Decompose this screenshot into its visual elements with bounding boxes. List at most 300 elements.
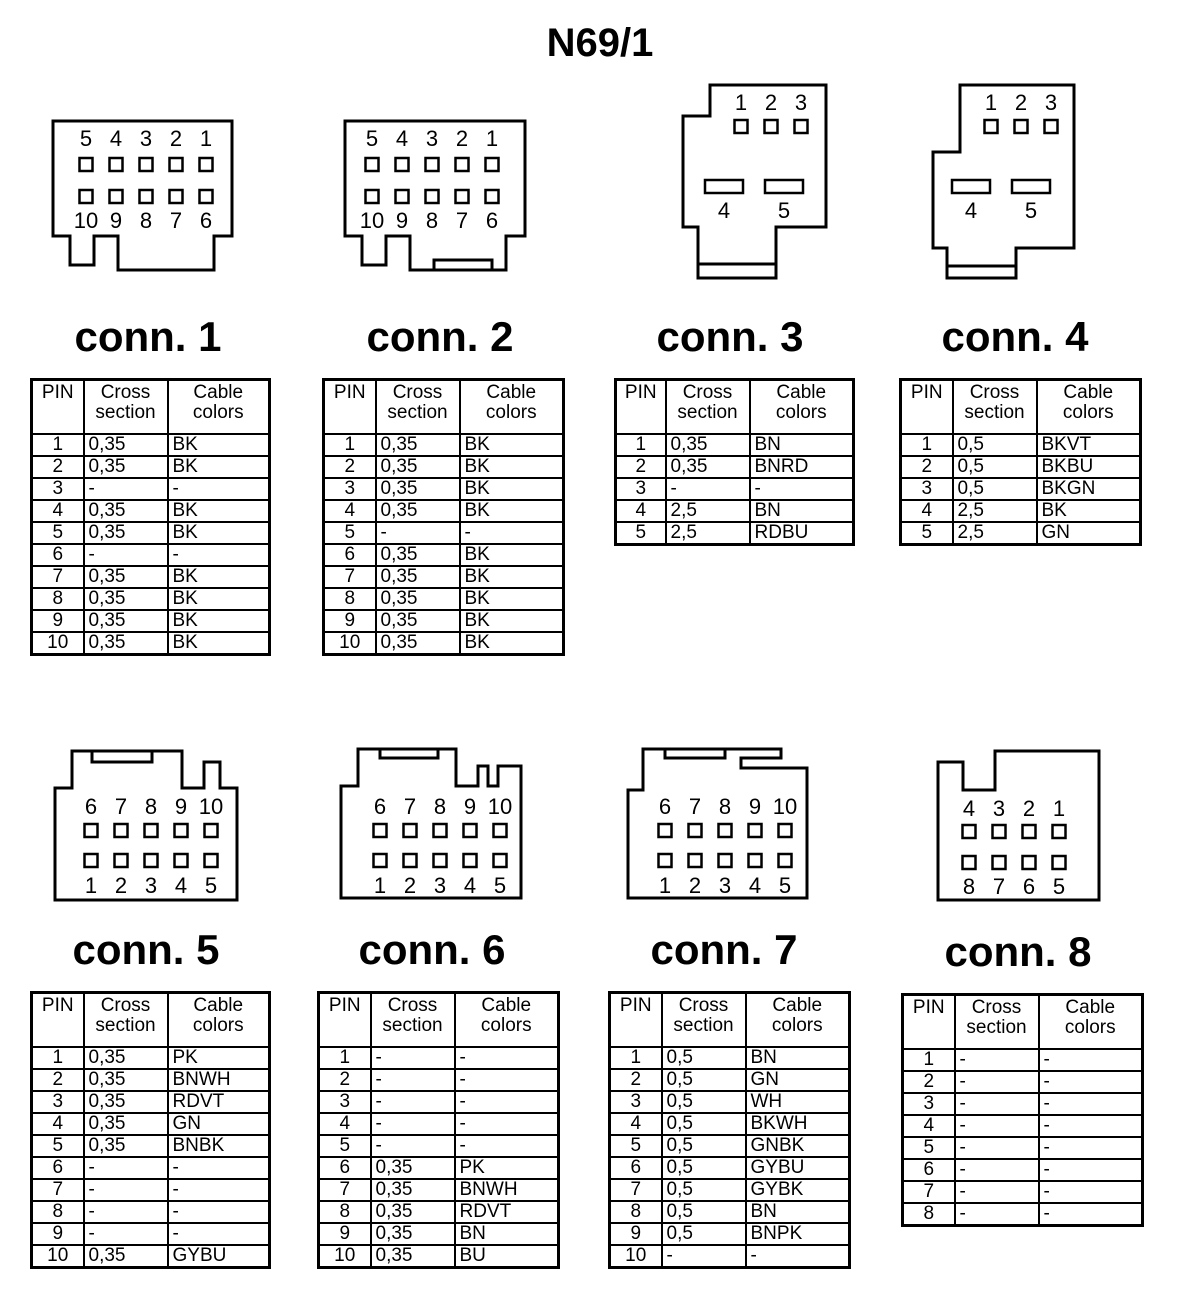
pin-number-cell: 1 xyxy=(32,434,84,456)
cable-color-cell: BK xyxy=(460,456,564,478)
pin-socket xyxy=(374,854,387,867)
pin-number-label: 1 xyxy=(1052,796,1066,821)
connector-7-label: conn. 7 xyxy=(650,926,798,973)
cable-colors-header-line-2: colors xyxy=(771,1015,823,1036)
pin-number-label: 8 xyxy=(962,874,976,899)
cross-section-header xyxy=(662,993,746,1048)
table-row xyxy=(32,1047,270,1069)
pin-number-cell: 7 xyxy=(324,566,376,588)
pin-socket xyxy=(85,854,98,867)
table-row xyxy=(903,1093,1143,1115)
cable-color-cell: BK xyxy=(460,434,564,456)
pin-number-cell: 4 xyxy=(610,1113,662,1135)
table-row xyxy=(319,1091,559,1113)
cross-section-cell: - xyxy=(371,1091,455,1113)
cable-color-cell: - xyxy=(168,1223,270,1245)
cross-section-cell: - xyxy=(376,522,460,544)
cross-section-cell: 0,35 xyxy=(376,588,460,610)
pin-number-cell: 5 xyxy=(616,522,666,545)
cross-section-cell: 0,35 xyxy=(371,1223,455,1245)
pin-number-cell: 4 xyxy=(319,1113,371,1135)
pin-number-label: 8 xyxy=(718,794,732,819)
cable-color-cell: BK xyxy=(168,566,270,588)
pin-socket xyxy=(175,824,188,837)
cable-colors-header-line-1: Cable xyxy=(193,382,244,403)
cross-section-cell: 2,5 xyxy=(953,522,1037,545)
pin-number-cell: 2 xyxy=(324,456,376,478)
pin-socket xyxy=(749,824,762,837)
cross-section-header-line-2: section xyxy=(964,402,1025,423)
table-row xyxy=(32,500,270,522)
cable-color-cell: GYBU xyxy=(168,1245,270,1268)
connector-1-drawing xyxy=(50,118,235,276)
cross-section-cell: 0,35 xyxy=(84,1069,168,1091)
pin-header: PIN xyxy=(903,995,955,1050)
pin-socket xyxy=(494,854,507,867)
cross-section-header-line-1: Cross xyxy=(100,995,151,1016)
pin-number-label: 4 xyxy=(964,198,978,223)
cross-section-cell: - xyxy=(955,1137,1039,1159)
pin-number-cell: 5 xyxy=(32,1135,84,1157)
cross-section-cell: 0,35 xyxy=(376,632,460,655)
cross-section-cell: - xyxy=(371,1069,455,1091)
pin-number-label: 6 xyxy=(84,794,98,819)
pin-socket xyxy=(1015,120,1028,133)
cross-section-header-line-2: section xyxy=(673,1015,734,1036)
cross-section-cell: 0,5 xyxy=(953,456,1037,478)
table-row xyxy=(32,588,270,610)
cross-section-cell: 0,35 xyxy=(371,1201,455,1223)
cable-color-cell: GN xyxy=(746,1069,850,1091)
pin-number-cell: 3 xyxy=(324,478,376,500)
pin-socket xyxy=(115,854,128,867)
table-row xyxy=(32,566,270,588)
cross-section-cell: - xyxy=(84,1157,168,1179)
connector-2-label: conn. 2 xyxy=(366,313,514,360)
pin-number-cell: 3 xyxy=(903,1093,955,1115)
pin-number-cell: 5 xyxy=(610,1135,662,1157)
cross-section-cell: 0,5 xyxy=(662,1113,746,1135)
pin-socket xyxy=(1053,825,1066,838)
cable-color-cell: GN xyxy=(168,1113,270,1135)
pin-header: PIN xyxy=(319,993,371,1048)
pin-number-cell: 1 xyxy=(32,1047,84,1069)
cable-color-cell: BK xyxy=(168,588,270,610)
pin-number-cell: 5 xyxy=(901,522,953,545)
cable-color-cell: - xyxy=(1039,1203,1143,1226)
cable-color-cell: BN xyxy=(746,1201,850,1223)
cable-color-cell: - xyxy=(455,1113,559,1135)
pin-number-label: 2 xyxy=(764,90,778,115)
table-header-row xyxy=(319,993,559,1048)
cross-section-header-line-1: Cross xyxy=(971,997,1022,1018)
pin-number-label: 3 xyxy=(433,873,447,898)
table-row xyxy=(901,478,1141,500)
pin-socket xyxy=(366,190,379,203)
pin-number-label: 7 xyxy=(688,794,702,819)
pin-number-label: 9 xyxy=(463,794,477,819)
pin-number-label: 8 xyxy=(139,208,153,233)
cross-section-header xyxy=(84,993,168,1048)
connector-2-pin-table xyxy=(322,378,565,656)
pin-number-label: 10 xyxy=(772,794,798,819)
cable-color-cell: - xyxy=(168,1201,270,1223)
pin-socket xyxy=(1045,120,1058,133)
cable-colors-header-line-1: Cable xyxy=(776,382,827,403)
pin-number-cell: 1 xyxy=(319,1047,371,1069)
cross-section-cell: 0,35 xyxy=(84,1113,168,1135)
pin-socket xyxy=(719,824,732,837)
cable-colors-header-line-2: colors xyxy=(1062,402,1114,423)
power-pin-socket xyxy=(952,180,990,193)
cable-color-cell: - xyxy=(460,522,564,544)
pin-number-cell: 2 xyxy=(319,1069,371,1091)
cross-section-cell: 0,35 xyxy=(376,456,460,478)
pin-socket xyxy=(659,854,672,867)
cable-color-cell: GYBU xyxy=(746,1157,850,1179)
pin-socket xyxy=(170,158,183,171)
cable-colors-header xyxy=(460,380,564,435)
pin-number-cell: 2 xyxy=(903,1071,955,1093)
cross-section-cell: 0,35 xyxy=(666,456,750,478)
cable-color-cell: BK xyxy=(460,500,564,522)
pin-number-label: 7 xyxy=(403,794,417,819)
pin-socket xyxy=(1023,825,1036,838)
table-row xyxy=(903,1159,1143,1181)
pin-socket xyxy=(140,190,153,203)
pin-socket xyxy=(175,854,188,867)
connector-3-label: conn. 3 xyxy=(656,313,804,360)
connector-5-label: conn. 5 xyxy=(72,926,220,973)
cross-section-header xyxy=(376,380,460,435)
pin-socket xyxy=(659,824,672,837)
pin-number-label: 5 xyxy=(1052,874,1066,899)
table-row xyxy=(616,522,854,545)
cable-color-cell: - xyxy=(455,1135,559,1157)
pin-number-cell: 1 xyxy=(616,434,666,456)
cable-color-cell: BN xyxy=(455,1223,559,1245)
cross-section-cell: - xyxy=(662,1245,746,1268)
pin-number-label: 6 xyxy=(658,794,672,819)
table-row xyxy=(319,1069,559,1091)
cross-section-cell: 0,35 xyxy=(376,500,460,522)
connector-7-pin-table xyxy=(608,991,851,1269)
connector-5-drawing xyxy=(52,748,242,906)
table-row xyxy=(610,1157,850,1179)
cross-section-cell: - xyxy=(955,1159,1039,1181)
pin-number-label: 1 xyxy=(485,126,499,151)
cross-section-cell: 0,35 xyxy=(371,1157,455,1179)
table-header-row xyxy=(324,380,564,435)
pin-number-cell: 7 xyxy=(32,1179,84,1201)
pin-socket xyxy=(464,854,477,867)
pin-socket xyxy=(1053,856,1066,869)
pin-header: PIN xyxy=(610,993,662,1048)
table-row xyxy=(610,1047,850,1069)
pin-socket xyxy=(396,158,409,171)
pin-socket xyxy=(486,190,499,203)
pin-socket xyxy=(779,854,792,867)
cable-color-cell: BK xyxy=(460,610,564,632)
pin-number-label: 6 xyxy=(1022,874,1036,899)
connector-3-pin-table xyxy=(614,378,855,546)
cable-colors-header-line-1: Cable xyxy=(481,995,532,1016)
table-row xyxy=(32,1223,270,1245)
pin-socket xyxy=(426,158,439,171)
pin-socket xyxy=(486,158,499,171)
pin-number-cell: 7 xyxy=(610,1179,662,1201)
cable-color-cell: BK xyxy=(168,500,270,522)
pin-number-cell: 2 xyxy=(610,1069,662,1091)
cable-color-cell: BNBK xyxy=(168,1135,270,1157)
cross-section-cell: 0,35 xyxy=(376,478,460,500)
cross-section-header-line-1: Cross xyxy=(678,995,729,1016)
pin-socket xyxy=(80,190,93,203)
cable-color-cell: - xyxy=(1039,1093,1143,1115)
table-row xyxy=(903,1115,1143,1137)
cross-section-header-line-1: Cross xyxy=(387,995,438,1016)
table-row xyxy=(901,522,1141,545)
connector-1-pin-table xyxy=(30,378,271,656)
table-row xyxy=(610,1069,850,1091)
pin-number-cell: 8 xyxy=(610,1201,662,1223)
pin-number-cell: 1 xyxy=(610,1047,662,1069)
pin-number-cell: 3 xyxy=(32,1091,84,1113)
cross-section-cell: 0,35 xyxy=(84,522,168,544)
pin-number-cell: 8 xyxy=(32,588,84,610)
cross-section-cell: 0,5 xyxy=(662,1223,746,1245)
cable-color-cell: WH xyxy=(746,1091,850,1113)
pin-socket xyxy=(779,824,792,837)
cable-color-cell: GYBK xyxy=(746,1179,850,1201)
table-row xyxy=(319,1223,559,1245)
cable-color-cell: BNWH xyxy=(168,1069,270,1091)
pin-number-label: 7 xyxy=(114,794,128,819)
pin-number-cell: 10 xyxy=(32,1245,84,1268)
pin-socket xyxy=(735,120,748,133)
cross-section-cell: 0,5 xyxy=(662,1047,746,1069)
cross-section-cell: 0,5 xyxy=(662,1091,746,1113)
pin-number-label: 7 xyxy=(455,208,469,233)
pin-number-cell: 4 xyxy=(901,500,953,522)
table-row xyxy=(324,544,564,566)
table-row xyxy=(903,1137,1143,1159)
cable-colors-header-line-2: colors xyxy=(192,1015,244,1036)
table-row xyxy=(32,1201,270,1223)
cable-colors-header-line-2: colors xyxy=(1064,1017,1116,1038)
pin-socket xyxy=(426,190,439,203)
cable-color-cell: BK xyxy=(460,478,564,500)
pin-number-label: 8 xyxy=(433,794,447,819)
cross-section-header-line-2: section xyxy=(382,1015,443,1036)
table-header-row xyxy=(610,993,850,1048)
pin-socket xyxy=(200,190,213,203)
pin-number-cell: 6 xyxy=(324,544,376,566)
pin-socket xyxy=(110,190,123,203)
pin-number-cell: 6 xyxy=(32,1157,84,1179)
pin-number-cell: 7 xyxy=(319,1179,371,1201)
pin-number-label: 1 xyxy=(734,90,748,115)
cross-section-cell: 0,35 xyxy=(84,588,168,610)
pin-number-label: 4 xyxy=(395,126,409,151)
cross-section-cell: - xyxy=(955,1181,1039,1203)
pin-number-label: 3 xyxy=(144,873,158,898)
pin-number-cell: 8 xyxy=(903,1203,955,1226)
pin-number-label: 2 xyxy=(403,873,417,898)
cross-section-header-line-2: section xyxy=(95,1015,156,1036)
pin-number-cell: 10 xyxy=(610,1245,662,1268)
cross-section-cell: 0,35 xyxy=(84,434,168,456)
cable-color-cell: - xyxy=(455,1069,559,1091)
pin-number-label: 7 xyxy=(169,208,183,233)
pin-number-cell: 4 xyxy=(324,500,376,522)
pin-socket xyxy=(404,824,417,837)
pin-number-cell: 4 xyxy=(32,500,84,522)
table-header-row xyxy=(32,380,270,435)
table-row xyxy=(32,522,270,544)
table-row xyxy=(32,632,270,655)
pin-socket xyxy=(145,854,158,867)
pin-number-label: 1 xyxy=(199,126,213,151)
pin-number-label: 4 xyxy=(962,796,976,821)
pin-number-cell: 2 xyxy=(901,456,953,478)
cable-color-cell: - xyxy=(1039,1049,1143,1071)
cross-section-cell: 0,5 xyxy=(953,478,1037,500)
cable-color-cell: - xyxy=(168,478,270,500)
pin-number-label: 5 xyxy=(493,873,507,898)
cross-section-header xyxy=(371,993,455,1048)
cross-section-cell: 0,35 xyxy=(84,1135,168,1157)
cable-color-cell: - xyxy=(1039,1137,1143,1159)
pin-number-label: 3 xyxy=(425,126,439,151)
cable-colors-header xyxy=(168,993,270,1048)
cross-section-header xyxy=(84,380,168,435)
page-title: N69/1 xyxy=(546,21,654,65)
pin-header: PIN xyxy=(324,380,376,435)
cross-section-cell: 0,35 xyxy=(376,434,460,456)
cable-color-cell: - xyxy=(455,1047,559,1069)
cable-color-cell: BU xyxy=(455,1245,559,1268)
cross-section-cell: - xyxy=(955,1093,1039,1115)
pin-number-label: 2 xyxy=(169,126,183,151)
cable-color-cell: RDBU xyxy=(750,522,854,545)
cable-colors-header xyxy=(1037,380,1141,435)
pin-number-label: 10 xyxy=(73,208,99,233)
pin-number-label: 1 xyxy=(84,873,98,898)
table-row xyxy=(616,434,854,456)
table-row xyxy=(32,1069,270,1091)
cross-section-cell: - xyxy=(84,478,168,500)
cable-color-cell: - xyxy=(1039,1181,1143,1203)
cross-section-cell: - xyxy=(955,1115,1039,1137)
table-row xyxy=(324,500,564,522)
pin-number-cell: 8 xyxy=(319,1201,371,1223)
cable-color-cell: RDVT xyxy=(455,1201,559,1223)
cable-color-cell: BK xyxy=(168,632,270,655)
table-row xyxy=(903,1071,1143,1093)
table-header-row xyxy=(901,380,1141,435)
cross-section-cell: - xyxy=(955,1071,1039,1093)
pin-number-cell: 10 xyxy=(32,632,84,655)
cross-section-cell: - xyxy=(371,1113,455,1135)
table-row xyxy=(319,1179,559,1201)
cable-color-cell: BK xyxy=(460,544,564,566)
cable-color-cell: - xyxy=(746,1245,850,1268)
pin-socket xyxy=(374,824,387,837)
cross-section-cell: 2,5 xyxy=(666,522,750,545)
cable-color-cell: - xyxy=(168,544,270,566)
cable-color-cell: BN xyxy=(750,434,854,456)
connector-8-drawing xyxy=(935,748,1103,906)
pin-socket xyxy=(366,158,379,171)
table-header-row xyxy=(32,993,270,1048)
pin-number-label: 4 xyxy=(174,873,188,898)
connector-2-drawing xyxy=(342,118,528,276)
pin-header: PIN xyxy=(32,380,84,435)
cross-section-cell: 0,5 xyxy=(662,1157,746,1179)
pin-number-cell: 2 xyxy=(32,456,84,478)
pin-number-label: 9 xyxy=(174,794,188,819)
cross-section-cell: 0,35 xyxy=(84,1091,168,1113)
cross-section-cell: 0,5 xyxy=(662,1069,746,1091)
table-row xyxy=(32,544,270,566)
table-row xyxy=(32,1157,270,1179)
cross-section-cell: 0,35 xyxy=(84,610,168,632)
cross-section-header xyxy=(953,380,1037,435)
cable-color-cell: - xyxy=(1039,1115,1143,1137)
pin-header: PIN xyxy=(32,993,84,1048)
pin-socket xyxy=(1023,856,1036,869)
pin-socket xyxy=(795,120,808,133)
table-row xyxy=(324,566,564,588)
pin-number-label: 1 xyxy=(658,873,672,898)
table-row xyxy=(319,1135,559,1157)
cable-color-cell: BKVT xyxy=(1037,434,1141,456)
pin-number-cell: 2 xyxy=(616,456,666,478)
cable-colors-header-line-1: Cable xyxy=(772,995,823,1016)
cable-color-cell: - xyxy=(750,478,854,500)
pin-number-cell: 1 xyxy=(324,434,376,456)
pin-number-cell: 4 xyxy=(616,500,666,522)
table-header-row xyxy=(616,380,854,435)
cable-color-cell: RDVT xyxy=(168,1091,270,1113)
cross-section-header-line-2: section xyxy=(677,402,738,423)
pin-number-cell: 1 xyxy=(903,1049,955,1071)
cable-colors-header xyxy=(746,993,850,1048)
cross-section-cell: - xyxy=(84,1179,168,1201)
cross-section-header-line-2: section xyxy=(95,402,156,423)
pin-socket xyxy=(963,856,976,869)
pin-socket xyxy=(456,190,469,203)
table-row xyxy=(901,434,1141,456)
cable-colors-header-line-2: colors xyxy=(485,402,537,423)
pin-number-label: 9 xyxy=(748,794,762,819)
pin-number-cell: 8 xyxy=(324,588,376,610)
pin-socket xyxy=(993,856,1006,869)
connector-8-pin-table xyxy=(901,993,1144,1227)
table-row xyxy=(32,1245,270,1268)
table-row xyxy=(324,478,564,500)
connector-6-label: conn. 6 xyxy=(358,926,506,973)
pin-number-label: 10 xyxy=(359,208,385,233)
pin-socket xyxy=(140,158,153,171)
cable-color-cell: PK xyxy=(168,1047,270,1069)
cross-section-cell: 0,35 xyxy=(84,500,168,522)
cable-color-cell: BK xyxy=(168,610,270,632)
pin-number-label: 3 xyxy=(1044,90,1058,115)
pin-number-cell: 6 xyxy=(610,1157,662,1179)
cross-section-cell: 0,35 xyxy=(666,434,750,456)
